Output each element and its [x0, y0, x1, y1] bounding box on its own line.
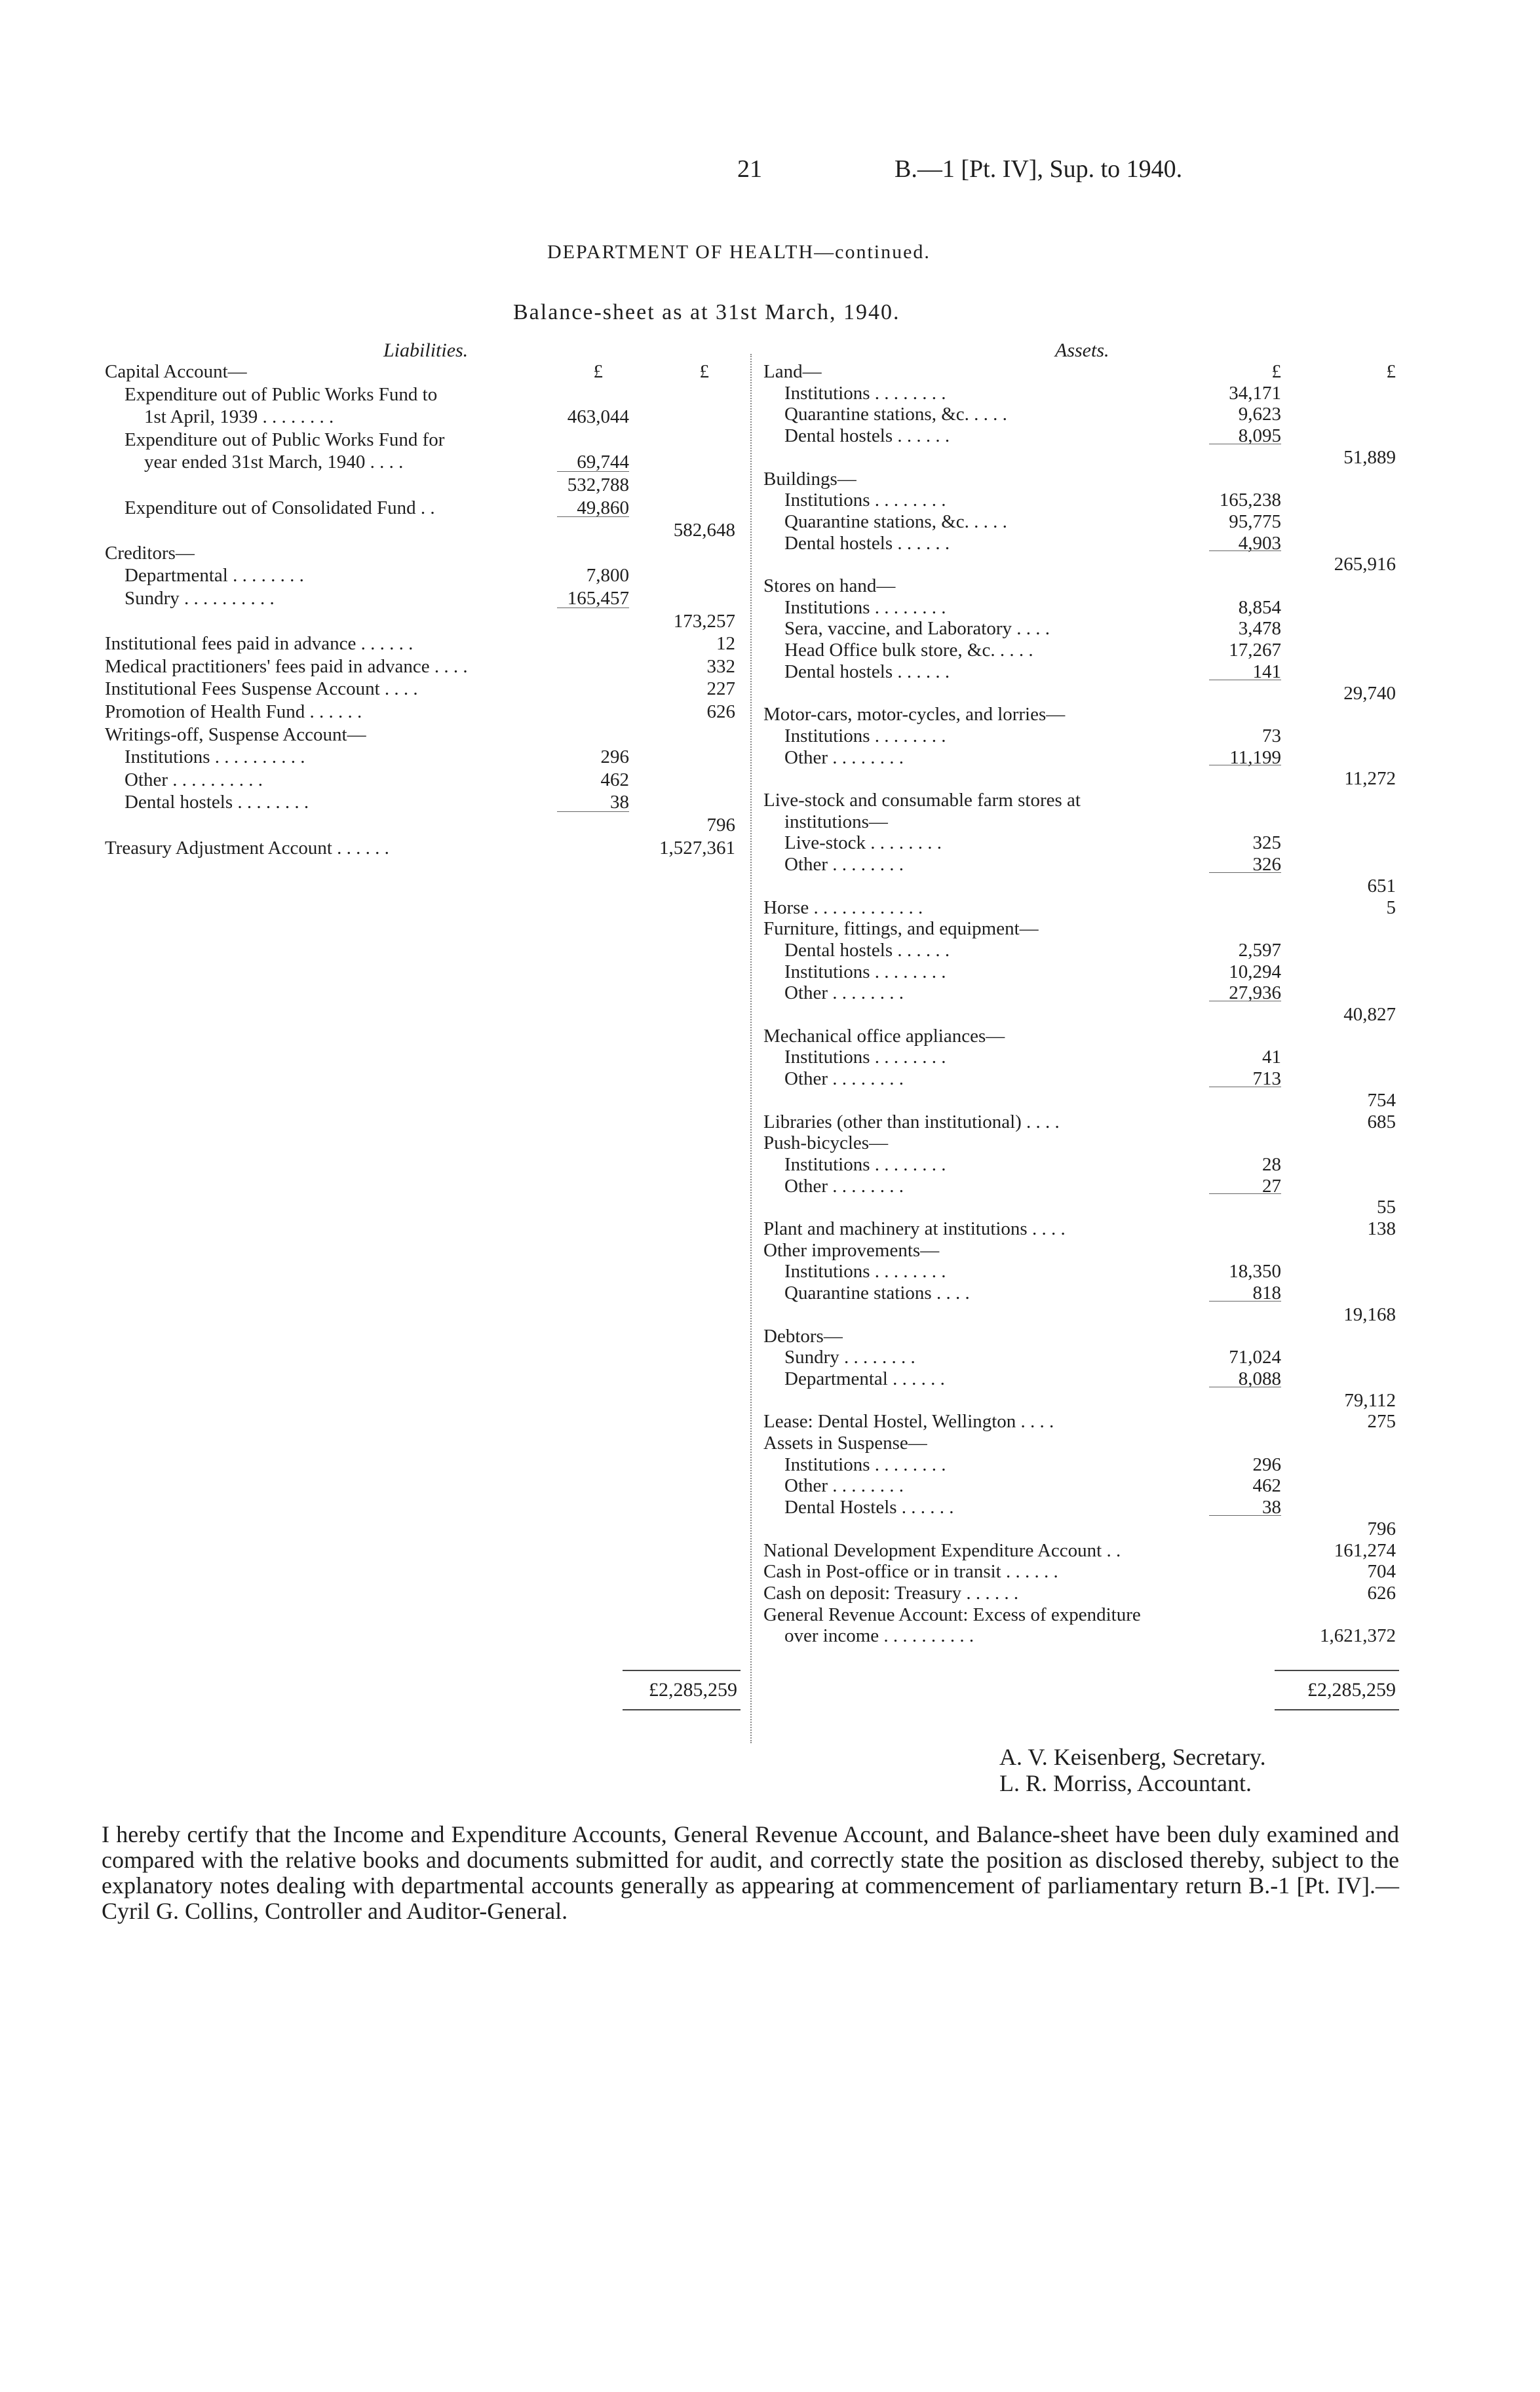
asset-row	[0, 446, 1540, 469]
asset-row	[0, 939, 1540, 961]
asset-amount: 8,088	[1238, 1368, 1281, 1389]
liability-label: Sundry . . . . . . . . . .	[125, 588, 275, 609]
liability-amount: 462	[600, 769, 629, 790]
document-reference: B.—1 [Pt. IV], Sup. to 1940.	[895, 155, 1183, 183]
asset-row	[0, 1068, 1540, 1090]
assets-total: £2,285,259	[1307, 1679, 1396, 1701]
liability-label: Other . . . . . . . . . .	[125, 769, 263, 790]
asset-row	[0, 1368, 1540, 1390]
asset-label: Live-stock and consumable farm stores at	[763, 790, 1081, 811]
asset-label: Other . . . . . . . .	[784, 1175, 904, 1197]
asset-subtotal: 5	[1386, 897, 1396, 918]
asset-label: Sundry . . . . . . . .	[784, 1347, 915, 1368]
asset-sum-rule	[1209, 1515, 1281, 1516]
asset-label: Other . . . . . . . .	[784, 746, 904, 768]
asset-label: Quarantine stations, &c. . . . .	[784, 511, 1007, 532]
asset-amount: 28	[1262, 1153, 1281, 1175]
asset-label: Plant and machinery at institutions . . . .	[763, 1218, 1066, 1239]
asset-label: Institutions . . . . . . . .	[784, 490, 946, 511]
liability-label: Institutional Fees Suspense Account . . . .	[105, 678, 418, 700]
asset-amount: 71,024	[1229, 1347, 1281, 1368]
asset-label: Libraries (other than institutional) . . . .	[763, 1111, 1060, 1132]
asset-sum-rule	[1209, 872, 1281, 873]
page-number: 21	[737, 155, 762, 183]
asset-subtotal: 754	[1367, 1089, 1396, 1111]
asset-label: Quarantine stations . . . .	[784, 1283, 970, 1304]
liabilities-total: £2,285,259	[649, 1679, 737, 1701]
asset-row	[0, 725, 1540, 747]
liability-amount: 69,744	[577, 452, 629, 473]
asset-label: Cash on deposit: Treasury . . . . . .	[763, 1582, 1019, 1604]
asset-label: Quarantine stations, &c. . . . .	[784, 404, 1007, 425]
asset-label: Other . . . . . . . .	[784, 854, 904, 876]
asset-row	[0, 1153, 1540, 1176]
asset-row	[0, 1196, 1540, 1218]
asset-label: Institutions . . . . . . . .	[784, 1047, 946, 1068]
asset-row	[0, 1604, 1540, 1626]
asset-row	[0, 1582, 1540, 1604]
asset-row	[0, 382, 1540, 404]
asset-row	[0, 1046, 1540, 1068]
liability-amount: 165,457	[567, 588, 629, 609]
asset-label: Lease: Dental Hostel, Wellington . . . .	[763, 1411, 1054, 1433]
asset-amount: 18,350	[1229, 1261, 1281, 1283]
asset-label: National Development Expenditure Account . .	[763, 1539, 1121, 1561]
signature-accountant: L. R. Morriss, Accountant.	[999, 1770, 1252, 1796]
liability-subtotal: 227	[706, 678, 735, 700]
asset-subtotal: 704	[1367, 1561, 1396, 1583]
asset-row	[0, 1518, 1540, 1540]
asset-label: Institutions . . . . . . . .	[784, 1153, 946, 1175]
asset-subtotal: 265,916	[1334, 554, 1396, 575]
liability-amount: 532,788	[567, 474, 629, 495]
asset-label: Institutions . . . . . . . .	[784, 1454, 946, 1475]
liabilities-total-rule-bottom	[623, 1709, 741, 1710]
asset-amount: 296	[1252, 1454, 1281, 1475]
asset-subtotal: 1,621,372	[1320, 1625, 1396, 1647]
liability-amount: 7,800	[586, 565, 629, 587]
asset-amount: 4,903	[1238, 532, 1281, 554]
asset-subtotal: 79,112	[1344, 1389, 1396, 1411]
asset-row	[0, 425, 1540, 447]
asset-subtotal: 29,740	[1343, 682, 1396, 704]
liability-label: Expenditure out of Consolidated Fund . .	[125, 497, 435, 518]
asset-amount: 34,171	[1229, 382, 1281, 404]
asset-label: Live-stock . . . . . . . .	[784, 832, 942, 854]
asset-row	[0, 746, 1540, 769]
asset-row	[0, 1218, 1540, 1240]
asset-label: Land—	[763, 361, 822, 382]
liability-label: Creditors—	[105, 542, 195, 564]
asset-label: Furniture, fittings, and equipment—	[763, 918, 1039, 940]
liabilities-heading: Liabilities.	[383, 339, 469, 361]
asset-subtotal: 161,274	[1334, 1539, 1396, 1561]
asset-amount: 95,775	[1229, 511, 1281, 532]
asset-row	[0, 1410, 1540, 1433]
liability-amount: 38	[610, 792, 629, 813]
asset-amount: 27	[1262, 1175, 1281, 1197]
asset-subtotal: 138	[1367, 1218, 1396, 1239]
asset-sum-rule	[1209, 550, 1281, 551]
asset-row	[0, 617, 1540, 640]
asset-amount: 8,095	[1238, 425, 1281, 447]
asset-row	[0, 1496, 1540, 1518]
liability-label: Medical practitioners' fees paid in advance . . . .	[105, 655, 468, 677]
liability-label: year ended 31st March, 1940 . . . .	[144, 452, 404, 473]
asset-label: Dental hostels . . . . . .	[784, 532, 950, 554]
asset-amount: 713	[1252, 1068, 1281, 1090]
asset-subtotal: 11,272	[1344, 768, 1396, 790]
asset-label: Institutions . . . . . . . .	[784, 596, 946, 618]
asset-amount: 462	[1252, 1475, 1281, 1497]
asset-row	[0, 682, 1540, 704]
liability-subtotal: 796	[706, 815, 735, 836]
asset-row	[0, 1475, 1540, 1497]
liability-subtotal: 582,648	[673, 520, 735, 541]
asset-row	[0, 596, 1540, 619]
asset-amount: 8,854	[1238, 596, 1281, 618]
liability-label: Institutional fees paid in advance . . . . . .	[105, 633, 414, 655]
asset-row	[0, 1303, 1540, 1326]
asset-row	[0, 1346, 1540, 1368]
asset-label: Assets in Suspense—	[763, 1433, 927, 1454]
asset-label: institutions—	[784, 811, 888, 832]
asset-label: Other . . . . . . . .	[784, 982, 904, 1004]
asset-row	[0, 897, 1540, 919]
asset-subtotal: 40,827	[1343, 1004, 1396, 1025]
asset-row	[0, 661, 1540, 683]
asset-row	[0, 811, 1540, 833]
liability-amount: 463,044	[567, 406, 629, 428]
assets-total-rule-top	[1275, 1670, 1399, 1671]
asset-row	[0, 1625, 1540, 1647]
asset-label: Dental Hostels . . . . . .	[784, 1497, 954, 1518]
asset-row	[0, 1111, 1540, 1133]
asset-label: Dental hostels . . . . . .	[784, 425, 950, 447]
asset-subtotal: 55	[1377, 1197, 1396, 1218]
department-title: DEPARTMENT OF HEALTH—continued.	[547, 241, 931, 263]
asset-row	[0, 1282, 1540, 1304]
asset-row	[0, 703, 1540, 725]
asset-sum-rule	[1209, 1301, 1281, 1302]
asset-row	[0, 1025, 1540, 1047]
liability-label: 1st April, 1939 . . . . . . . .	[144, 406, 334, 428]
asset-amount: 10,294	[1229, 961, 1281, 982]
liability-currency: £	[593, 361, 603, 382]
asset-amount: 9,623	[1238, 404, 1281, 425]
assets-total-rule-bottom	[1275, 1709, 1399, 1710]
asset-row	[0, 767, 1540, 790]
liability-label: Dental hostels . . . . . . . .	[125, 792, 309, 813]
asset-label: Dental hostels . . . . . .	[784, 661, 950, 682]
liability-amount: 296	[600, 746, 629, 768]
balance-sheet-subtitle: Balance-sheet as at 31st March, 1940.	[513, 300, 900, 324]
asset-subtotal: 51,889	[1343, 446, 1396, 468]
asset-row	[0, 1432, 1540, 1454]
liability-currency: £	[699, 361, 709, 382]
asset-row	[0, 1260, 1540, 1283]
asset-subtotal: £	[1386, 361, 1396, 382]
asset-row	[0, 1003, 1540, 1026]
liabilities-total-rule-top	[623, 1670, 741, 1671]
asset-amount: 325	[1252, 832, 1281, 854]
asset-label: Push-bicycles—	[763, 1132, 889, 1154]
signature-secretary: A. V. Keisenberg, Secretary.	[999, 1744, 1266, 1770]
liability-subtotal: 626	[706, 701, 735, 722]
asset-label: Cash in Post-office or in transit . . . . . .	[763, 1561, 1058, 1583]
asset-row	[0, 511, 1540, 533]
asset-row	[0, 1175, 1540, 1197]
asset-row	[0, 1239, 1540, 1262]
asset-amount: 165,238	[1219, 490, 1281, 511]
liability-label: Promotion of Health Fund . . . . . .	[105, 701, 362, 722]
asset-label: Horse . . . . . . . . . . . .	[763, 897, 923, 918]
asset-row	[0, 982, 1540, 1004]
liability-label: Writings-off, Suspense Account—	[105, 723, 366, 745]
asset-label: Head Office bulk store, &c. . . . .	[784, 640, 1033, 661]
asset-subtotal: 685	[1367, 1111, 1396, 1132]
asset-amount: 17,267	[1229, 640, 1281, 661]
asset-row	[0, 532, 1540, 554]
asset-subtotal: 19,168	[1343, 1303, 1396, 1325]
asset-row	[0, 403, 1540, 425]
asset-row	[0, 917, 1540, 940]
asset-amount: £	[1271, 361, 1281, 382]
liability-amount: 49,860	[577, 497, 629, 518]
asset-row	[0, 360, 1540, 383]
asset-subtotal: 796	[1367, 1518, 1396, 1539]
asset-row	[0, 489, 1540, 511]
asset-row	[0, 853, 1540, 876]
asset-amount: 141	[1252, 661, 1281, 682]
audit-certificate: I hereby certify that the Income and Expenditure Accounts, General Revenue Account, and Balance-sheet have been duly examined and compared with the relative books and documents submitted for audit, and correctly state the position as disclosed thereby, subject to the explanatory notes dealing with departmental accounts generally as appearing at commencement of parliamentary return B.-1 [Pt. IV].—Cyril G. Collins, Controller and Auditor-General.	[102, 1821, 1399, 1924]
asset-label: Departmental . . . . . .	[784, 1368, 945, 1389]
asset-label: Motor-cars, motor-cycles, and lorries—	[763, 704, 1066, 725]
asset-label: Mechanical office appliances—	[763, 1025, 1005, 1047]
liability-label: Institutions . . . . . . . . . .	[125, 746, 305, 768]
asset-label: Institutions . . . . . . . .	[784, 382, 946, 404]
asset-row	[0, 1539, 1540, 1562]
assets-heading: Assets.	[1055, 339, 1109, 361]
asset-label: Institutions . . . . . . . .	[784, 961, 946, 982]
asset-row	[0, 1089, 1540, 1111]
liability-subtotal: 1,527,361	[659, 837, 735, 858]
liability-label: Treasury Adjustment Account . . . . . .	[105, 837, 389, 858]
asset-amount: 38	[1262, 1497, 1281, 1518]
asset-amount: 73	[1262, 725, 1281, 746]
liability-subtotal: 332	[706, 655, 735, 677]
asset-label: over income . . . . . . . . . .	[784, 1625, 974, 1647]
asset-row	[0, 832, 1540, 854]
asset-row	[0, 1454, 1540, 1476]
asset-sum-rule	[1209, 1193, 1281, 1194]
asset-row	[0, 789, 1540, 811]
liability-subtotal: 12	[716, 633, 735, 655]
liability-label: Expenditure out of Public Works Fund for	[125, 429, 445, 450]
liability-label: Departmental . . . . . . . .	[125, 565, 304, 587]
asset-row	[0, 1132, 1540, 1154]
asset-label: Other . . . . . . . .	[784, 1475, 904, 1497]
asset-row	[0, 961, 1540, 983]
asset-label: Institutions . . . . . . . .	[784, 725, 946, 746]
asset-amount: 41	[1262, 1047, 1281, 1068]
asset-label: Debtors—	[763, 1325, 843, 1347]
asset-label: Institutions . . . . . . . .	[784, 1261, 946, 1283]
asset-label: General Revenue Account: Excess of expenditure	[763, 1604, 1141, 1625]
asset-row	[0, 468, 1540, 490]
asset-row	[0, 1325, 1540, 1347]
liability-label: Expenditure out of Public Works Fund to	[125, 383, 438, 405]
asset-subtotal: 651	[1367, 875, 1396, 897]
asset-label: Other improvements—	[763, 1239, 940, 1261]
asset-row	[0, 1389, 1540, 1412]
asset-row	[0, 1560, 1540, 1583]
asset-amount: 3,478	[1238, 618, 1281, 640]
asset-amount: 818	[1252, 1283, 1281, 1304]
liability-subtotal: 173,257	[673, 610, 735, 632]
asset-amount: 326	[1252, 854, 1281, 876]
asset-subtotal: 626	[1367, 1582, 1396, 1604]
liability-label: Capital Account—	[105, 361, 247, 382]
asset-row	[0, 639, 1540, 661]
asset-label: Stores on hand—	[763, 575, 896, 596]
asset-subtotal: 275	[1367, 1411, 1396, 1433]
asset-label: Buildings—	[763, 468, 857, 490]
asset-amount: 11,199	[1229, 746, 1281, 768]
asset-amount: 27,936	[1229, 982, 1281, 1004]
asset-row	[0, 553, 1540, 575]
asset-label: Dental hostels . . . . . .	[784, 939, 950, 961]
asset-label: Other . . . . . . . .	[784, 1068, 904, 1090]
asset-label: Sera, vaccine, and Laboratory . . . .	[784, 618, 1050, 640]
asset-row	[0, 575, 1540, 597]
asset-row	[0, 875, 1540, 897]
asset-amount: 2,597	[1238, 939, 1281, 961]
